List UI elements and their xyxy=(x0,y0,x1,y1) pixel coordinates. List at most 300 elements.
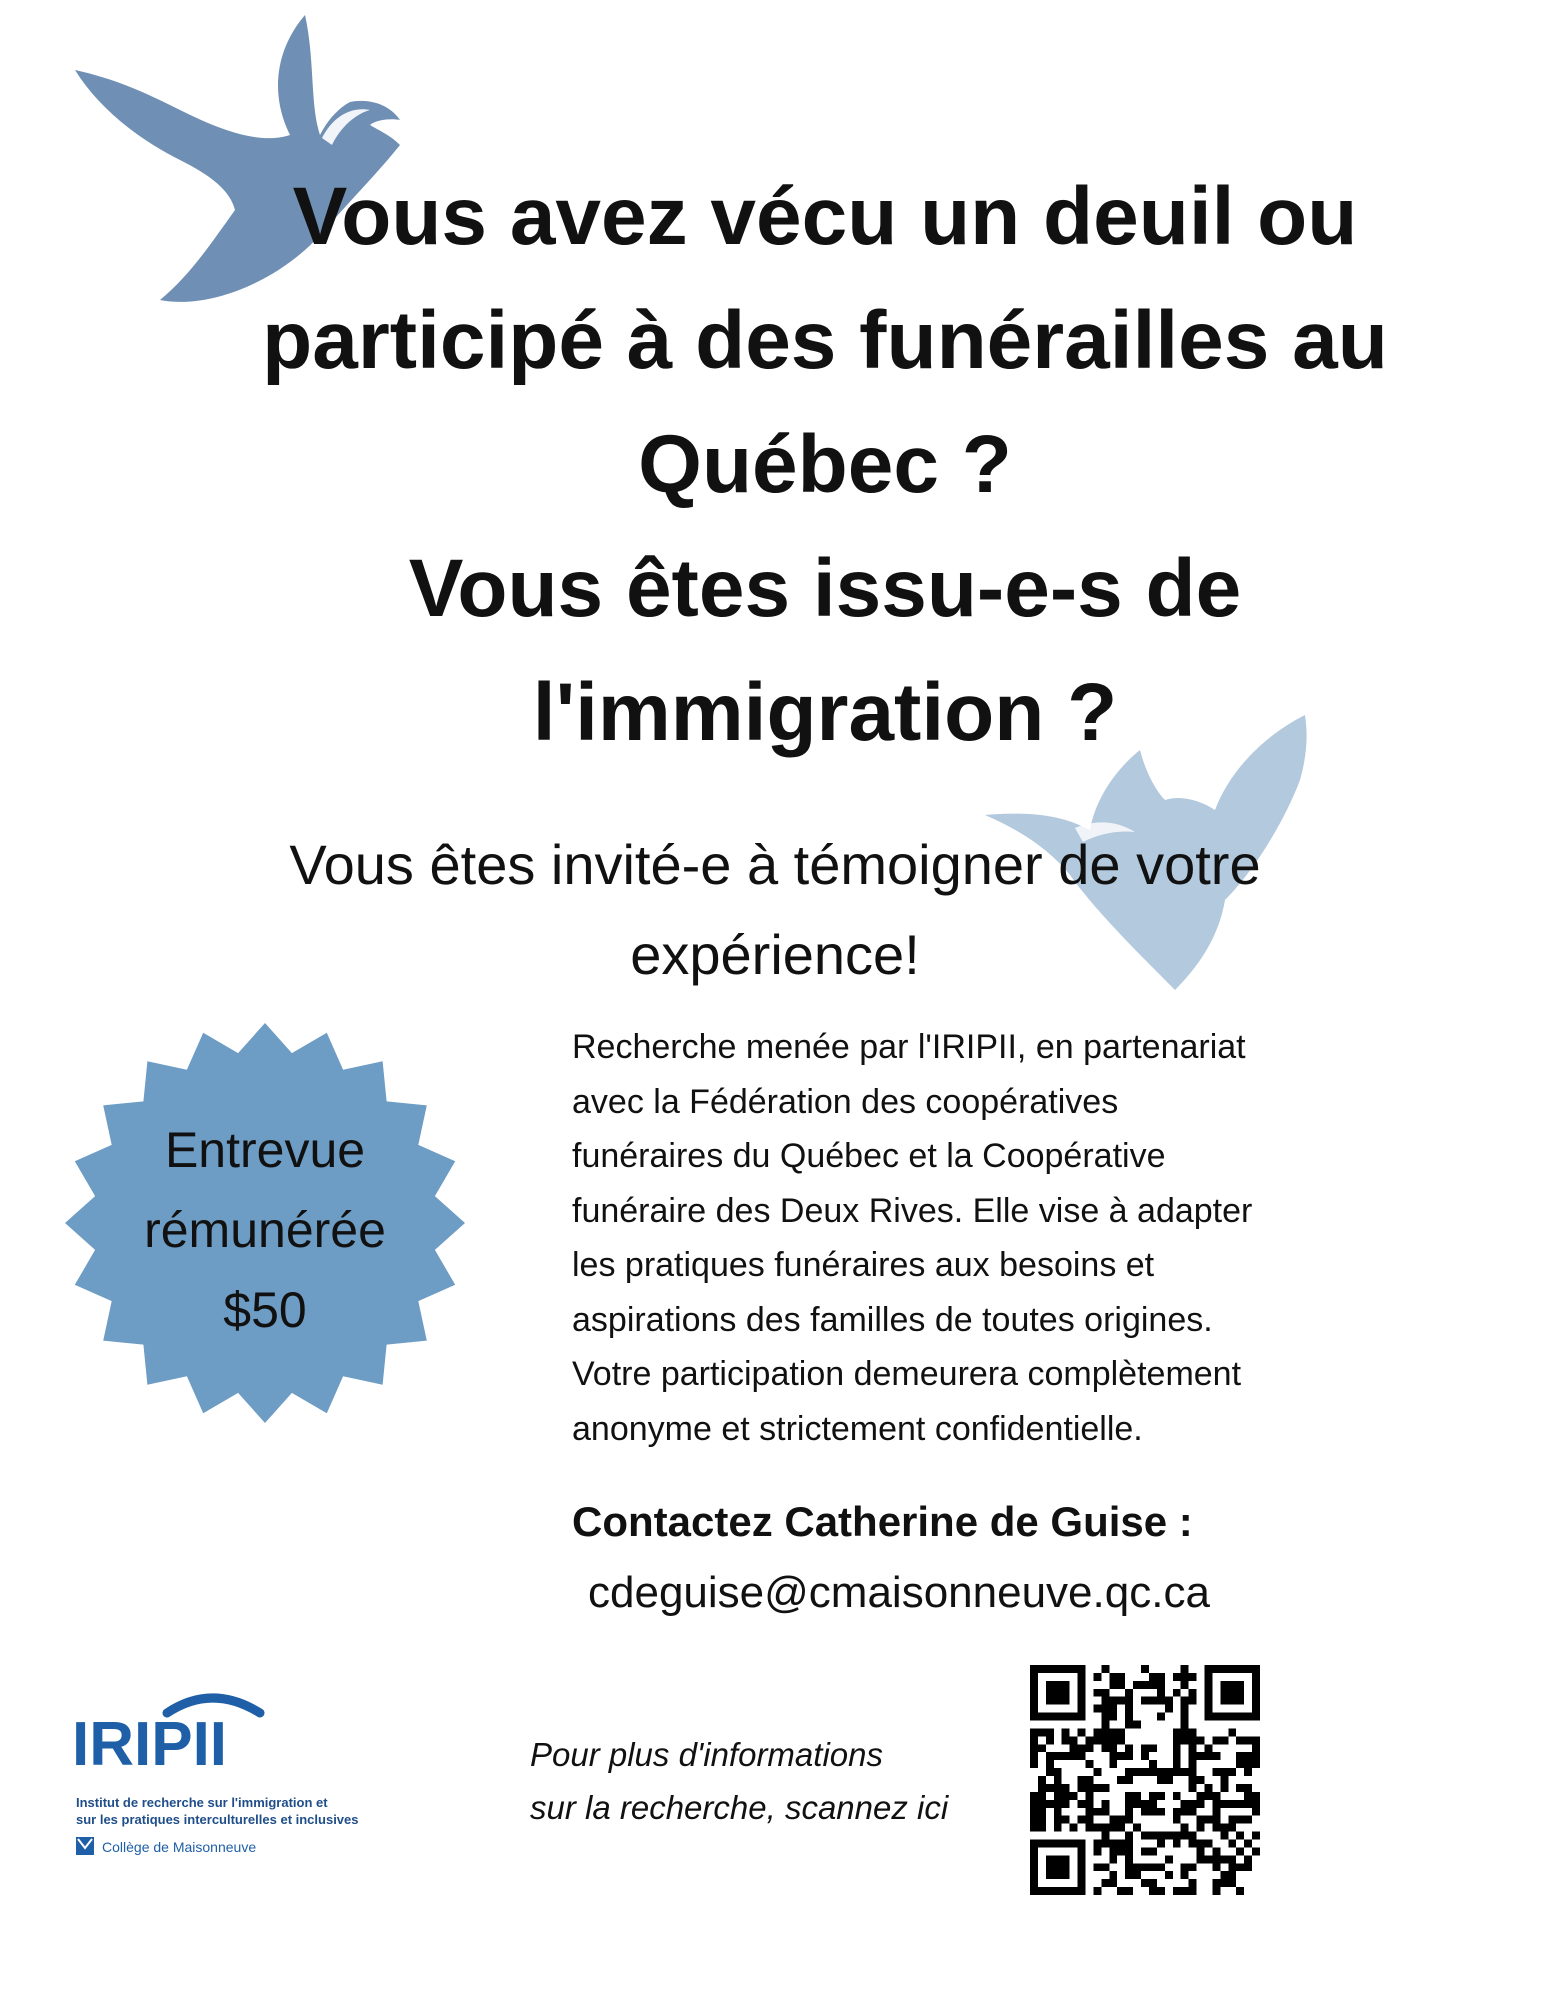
qr-module xyxy=(1101,1728,1109,1736)
qr-module xyxy=(1101,1721,1109,1729)
qr-module xyxy=(1038,1744,1046,1752)
qr-module xyxy=(1117,1776,1125,1784)
qr-module xyxy=(1149,1673,1157,1681)
qr-module xyxy=(1228,1728,1236,1736)
qr-module xyxy=(1228,1855,1236,1863)
qr-module xyxy=(1244,1792,1252,1800)
qr-module xyxy=(1086,1760,1094,1768)
qr-module xyxy=(1086,1736,1094,1744)
qr-module xyxy=(1252,1792,1260,1800)
headline-line: participé à des funérailles au xyxy=(262,295,1388,386)
research-description xyxy=(572,1020,1432,1456)
qr-module xyxy=(1173,1887,1181,1895)
qr-module xyxy=(1181,1665,1189,1673)
qr-module xyxy=(1173,1760,1181,1768)
qr-module xyxy=(1038,1784,1046,1792)
qr-finder xyxy=(1046,1681,1070,1705)
qr-module xyxy=(1046,1784,1054,1792)
qr-module xyxy=(1173,1689,1181,1697)
headline-line: Vous avez vécu un deuil ou xyxy=(292,171,1358,262)
qr-module xyxy=(1236,1784,1244,1792)
qr-module xyxy=(1093,1673,1101,1681)
qr-module xyxy=(1149,1697,1157,1705)
qr-module xyxy=(1149,1681,1157,1689)
invitation-line: Vous êtes invité-e à témoigner de votre xyxy=(289,833,1261,896)
qr-module xyxy=(1038,1792,1046,1800)
qr-module xyxy=(1173,1808,1181,1816)
qr-module xyxy=(1109,1816,1117,1824)
qr-module xyxy=(1244,1760,1252,1768)
qr-module xyxy=(1086,1816,1094,1824)
qr-module xyxy=(1244,1800,1252,1808)
qr-module xyxy=(1197,1800,1205,1808)
qr-module xyxy=(1244,1768,1252,1776)
qr-module xyxy=(1212,1736,1220,1744)
logo-name: IRIPII xyxy=(72,1710,228,1779)
qr-module xyxy=(1181,1768,1189,1776)
qr-module xyxy=(1197,1855,1205,1863)
description-line: Recherche menée par l'IRIPII, en partenariat xyxy=(572,1028,1246,1066)
qr-module xyxy=(1189,1744,1197,1752)
qr-module xyxy=(1125,1847,1133,1855)
qr-module xyxy=(1125,1832,1133,1840)
qr-module xyxy=(1204,1816,1212,1824)
qr-module xyxy=(1101,1784,1109,1792)
qr-module xyxy=(1228,1863,1236,1871)
qr-module xyxy=(1189,1736,1197,1744)
qr-module xyxy=(1228,1871,1236,1879)
qr-module xyxy=(1157,1768,1165,1776)
qr-module xyxy=(1101,1879,1109,1887)
qr-module xyxy=(1173,1839,1181,1847)
qr-module xyxy=(1109,1871,1117,1879)
qr-module xyxy=(1133,1721,1141,1729)
qr-module xyxy=(1109,1697,1117,1705)
description-line: Votre participation demeurera complètement xyxy=(572,1355,1242,1393)
qr-module xyxy=(1046,1800,1054,1808)
qr-module xyxy=(1252,1760,1260,1768)
qr-module xyxy=(1133,1792,1141,1800)
qr-module xyxy=(1236,1800,1244,1808)
qr-module xyxy=(1030,1760,1038,1768)
qr-module xyxy=(1212,1855,1220,1863)
qr-module xyxy=(1117,1752,1125,1760)
qr-module xyxy=(1189,1887,1197,1895)
qr-module xyxy=(1141,1847,1149,1855)
qr-module xyxy=(1125,1744,1133,1752)
qr-module xyxy=(1220,1855,1228,1863)
qr-module xyxy=(1062,1784,1070,1792)
qr-module xyxy=(1141,1879,1149,1887)
invitation-text xyxy=(150,820,1400,1000)
qr-module xyxy=(1141,1863,1149,1871)
iripii-logo xyxy=(72,1685,432,1895)
qr-module xyxy=(1117,1673,1125,1681)
qr-module xyxy=(1086,1744,1094,1752)
qr-module xyxy=(1204,1744,1212,1752)
qr-module xyxy=(1204,1792,1212,1800)
qr-module xyxy=(1062,1800,1070,1808)
description-line: avec la Fédération des coopératives xyxy=(572,1082,1119,1121)
qr-module xyxy=(1157,1808,1165,1816)
badge-line: Entrevue xyxy=(164,1122,366,1178)
qr-module xyxy=(1181,1800,1189,1808)
qr-module xyxy=(1244,1855,1252,1863)
qr-module xyxy=(1197,1792,1205,1800)
qr-module xyxy=(1117,1839,1125,1847)
qr-module xyxy=(1157,1839,1165,1847)
qr-module xyxy=(1212,1879,1220,1887)
qr-module xyxy=(1125,1768,1133,1776)
qr-module xyxy=(1046,1728,1054,1736)
qr-module xyxy=(1109,1713,1117,1721)
qr-module xyxy=(1204,1752,1212,1760)
qr-module xyxy=(1165,1832,1173,1840)
qr-module xyxy=(1038,1728,1046,1736)
qr-module xyxy=(1157,1713,1165,1721)
qr-module xyxy=(1212,1863,1220,1871)
logo-subtitle-line2: sur les pratiques interculturelles et inclusives xyxy=(76,1812,359,1827)
qr-module xyxy=(1101,1832,1109,1840)
logo-subtitle-line1: Institut de recherche sur l'immigration et xyxy=(76,1795,328,1810)
qr-module xyxy=(1189,1697,1197,1705)
qr-module xyxy=(1173,1736,1181,1744)
qr-module xyxy=(1157,1792,1165,1800)
qr-module xyxy=(1054,1808,1062,1816)
qr-module xyxy=(1086,1808,1094,1816)
qr-module xyxy=(1046,1768,1054,1776)
qr-module xyxy=(1181,1705,1189,1713)
qr-module xyxy=(1093,1808,1101,1816)
qr-module xyxy=(1070,1792,1078,1800)
qr-module xyxy=(1109,1705,1117,1713)
qr-module xyxy=(1093,1736,1101,1744)
qr-module xyxy=(1101,1744,1109,1752)
qr-module xyxy=(1252,1800,1260,1808)
qr-module xyxy=(1220,1736,1228,1744)
qr-module xyxy=(1125,1721,1133,1729)
qr-module xyxy=(1093,1784,1101,1792)
qr-module xyxy=(1030,1752,1038,1760)
qr-module xyxy=(1030,1808,1038,1816)
qr-module xyxy=(1101,1808,1109,1816)
qr-module xyxy=(1109,1752,1117,1760)
qr-module xyxy=(1189,1752,1197,1760)
qr-module xyxy=(1189,1839,1197,1847)
qr-module xyxy=(1086,1784,1094,1792)
qr-module xyxy=(1181,1887,1189,1895)
qr-module xyxy=(1197,1839,1205,1847)
qr-module xyxy=(1220,1879,1228,1887)
qr-module xyxy=(1149,1832,1157,1840)
qr-module xyxy=(1236,1816,1244,1824)
qr-module xyxy=(1165,1697,1173,1705)
qr-module xyxy=(1149,1879,1157,1887)
qr-module xyxy=(1093,1728,1101,1736)
badge-line: $50 xyxy=(223,1282,307,1338)
payment-badge-text xyxy=(62,1110,468,1350)
qr-module xyxy=(1054,1800,1062,1808)
qr-module xyxy=(1252,1752,1260,1760)
qr-module xyxy=(1109,1760,1117,1768)
qr-module xyxy=(1109,1673,1117,1681)
qr-module xyxy=(1038,1824,1046,1832)
qr-module xyxy=(1141,1681,1149,1689)
qr-module xyxy=(1101,1736,1109,1744)
qr-module xyxy=(1062,1736,1070,1744)
scan-instructions xyxy=(530,1728,1010,1834)
qr-module xyxy=(1101,1824,1109,1832)
qr-module xyxy=(1109,1847,1117,1855)
qr-module xyxy=(1157,1776,1165,1784)
qr-module xyxy=(1054,1776,1062,1784)
qr-module xyxy=(1212,1800,1220,1808)
qr-module xyxy=(1054,1768,1062,1776)
qr-module xyxy=(1054,1824,1062,1832)
qr-module xyxy=(1220,1832,1228,1840)
qr-module xyxy=(1236,1760,1244,1768)
qr-module xyxy=(1133,1871,1141,1879)
qr-module xyxy=(1078,1728,1086,1736)
qr-module xyxy=(1125,1887,1133,1895)
qr-module xyxy=(1212,1816,1220,1824)
scan-line: Pour plus d'informations xyxy=(530,1736,883,1773)
qr-module xyxy=(1244,1863,1252,1871)
qr-module xyxy=(1173,1673,1181,1681)
qr-module xyxy=(1236,1736,1244,1744)
qr-module xyxy=(1101,1800,1109,1808)
qr-module xyxy=(1093,1863,1101,1871)
qr-module xyxy=(1181,1673,1189,1681)
qr-module xyxy=(1030,1792,1038,1800)
qr-module xyxy=(1181,1871,1189,1879)
qr-module xyxy=(1149,1760,1157,1768)
qr-module xyxy=(1173,1832,1181,1840)
qr-module xyxy=(1204,1855,1212,1863)
qr-module xyxy=(1228,1879,1236,1887)
qr-module xyxy=(1244,1784,1252,1792)
qr-module xyxy=(1062,1816,1070,1824)
qr-module xyxy=(1236,1832,1244,1840)
qr-module xyxy=(1117,1887,1125,1895)
qr-module xyxy=(1149,1744,1157,1752)
qr-module xyxy=(1117,1736,1125,1744)
qr-module xyxy=(1173,1728,1181,1736)
contact-title: Contactez Catherine de Guise : xyxy=(572,1498,1193,1545)
qr-module xyxy=(1141,1768,1149,1776)
qr-module xyxy=(1093,1887,1101,1895)
qr-module xyxy=(1165,1776,1173,1784)
qr-module xyxy=(1078,1784,1086,1792)
qr-module xyxy=(1189,1689,1197,1697)
qr-module xyxy=(1101,1697,1109,1705)
qr-module xyxy=(1236,1847,1244,1855)
qr-module xyxy=(1244,1752,1252,1760)
qr-module xyxy=(1030,1736,1038,1744)
qr-module xyxy=(1078,1800,1086,1808)
qr-module xyxy=(1125,1697,1133,1705)
qr-module xyxy=(1212,1752,1220,1760)
qr-module xyxy=(1109,1681,1117,1689)
qr-module xyxy=(1054,1784,1062,1792)
description-line: funéraire des Deux Rives. Elle vise à adapter xyxy=(572,1191,1253,1230)
qr-module xyxy=(1157,1681,1165,1689)
qr-code[interactable] xyxy=(1030,1665,1260,1895)
qr-module xyxy=(1189,1784,1197,1792)
qr-module xyxy=(1220,1824,1228,1832)
qr-module xyxy=(1141,1808,1149,1816)
qr-module xyxy=(1038,1776,1046,1784)
qr-module xyxy=(1046,1760,1054,1768)
qr-module xyxy=(1189,1768,1197,1776)
qr-module xyxy=(1070,1736,1078,1744)
qr-module xyxy=(1078,1816,1086,1824)
qr-module xyxy=(1181,1824,1189,1832)
qr-module xyxy=(1181,1736,1189,1744)
qr-module xyxy=(1173,1744,1181,1752)
qr-module xyxy=(1252,1832,1260,1840)
qr-module xyxy=(1197,1824,1205,1832)
qr-module xyxy=(1125,1863,1133,1871)
qr-module xyxy=(1228,1824,1236,1832)
qr-module xyxy=(1109,1855,1117,1863)
headline xyxy=(200,155,1450,775)
qr-module xyxy=(1149,1792,1157,1800)
qr-module xyxy=(1133,1768,1141,1776)
qr-module xyxy=(1141,1800,1149,1808)
qr-module xyxy=(1220,1784,1228,1792)
qr-module xyxy=(1141,1665,1149,1673)
qr-module xyxy=(1181,1697,1189,1705)
qr-module xyxy=(1236,1752,1244,1760)
qr-module xyxy=(1149,1887,1157,1895)
qr-module xyxy=(1109,1879,1117,1887)
qr-module xyxy=(1030,1728,1038,1736)
qr-module xyxy=(1101,1839,1109,1847)
qr-module xyxy=(1101,1713,1109,1721)
qr-module xyxy=(1181,1721,1189,1729)
badge-line: rémunérée xyxy=(144,1202,386,1258)
qr-module xyxy=(1109,1839,1117,1847)
qr-module xyxy=(1117,1697,1125,1705)
college-name: Collège de Maisonneuve xyxy=(102,1839,257,1855)
qr-module xyxy=(1078,1744,1086,1752)
qr-module xyxy=(1173,1752,1181,1760)
qr-module xyxy=(1133,1863,1141,1871)
qr-module xyxy=(1070,1744,1078,1752)
contact-email[interactable]: cdeguise@cmaisonneuve.qc.ca xyxy=(588,1568,1210,1617)
qr-module xyxy=(1173,1792,1181,1800)
description-line: les pratiques funéraires aux besoins et xyxy=(572,1246,1155,1284)
qr-module xyxy=(1252,1744,1260,1752)
qr-module xyxy=(1220,1871,1228,1879)
qr-module xyxy=(1125,1808,1133,1816)
qr-module xyxy=(1101,1705,1109,1713)
qr-module xyxy=(1030,1824,1038,1832)
qr-module xyxy=(1038,1816,1046,1824)
qr-module xyxy=(1220,1776,1228,1784)
qr-module xyxy=(1252,1808,1260,1816)
qr-module xyxy=(1173,1816,1181,1824)
qr-module xyxy=(1189,1776,1197,1784)
qr-module xyxy=(1125,1855,1133,1863)
qr-module xyxy=(1173,1768,1181,1776)
qr-module xyxy=(1189,1863,1197,1871)
qr-module xyxy=(1228,1800,1236,1808)
qr-module xyxy=(1125,1839,1133,1847)
qr-module xyxy=(1038,1808,1046,1816)
qr-module xyxy=(1093,1847,1101,1855)
qr-module xyxy=(1101,1665,1109,1673)
qr-module xyxy=(1157,1832,1165,1840)
qr-module xyxy=(1228,1839,1236,1847)
qr-module xyxy=(1093,1768,1101,1776)
description-line: funéraires du Québec et la Coopérative xyxy=(572,1137,1166,1175)
qr-module xyxy=(1149,1800,1157,1808)
qr-module xyxy=(1157,1887,1165,1895)
qr-module xyxy=(1117,1847,1125,1855)
qr-module xyxy=(1117,1681,1125,1689)
qr-module xyxy=(1070,1824,1078,1832)
qr-module xyxy=(1157,1673,1165,1681)
qr-module xyxy=(1109,1824,1117,1832)
qr-module xyxy=(1212,1768,1220,1776)
qr-module xyxy=(1125,1800,1133,1808)
qr-module xyxy=(1252,1736,1260,1744)
qr-module xyxy=(1062,1792,1070,1800)
qr-module xyxy=(1220,1768,1228,1776)
qr-module xyxy=(1204,1784,1212,1792)
headline-line: l'immigration ? xyxy=(532,667,1118,758)
qr-module xyxy=(1086,1776,1094,1784)
qr-module xyxy=(1038,1800,1046,1808)
qr-module xyxy=(1189,1832,1197,1840)
qr-module xyxy=(1125,1752,1133,1760)
qr-module xyxy=(1101,1863,1109,1871)
qr-module xyxy=(1149,1808,1157,1816)
qr-module xyxy=(1054,1816,1062,1824)
qr-module xyxy=(1149,1847,1157,1855)
qr-module xyxy=(1165,1855,1173,1863)
qr-module xyxy=(1030,1744,1038,1752)
qr-module xyxy=(1181,1832,1189,1840)
qr-module xyxy=(1117,1728,1125,1736)
qr-module xyxy=(1141,1744,1149,1752)
qr-module xyxy=(1212,1887,1220,1895)
qr-module xyxy=(1228,1768,1236,1776)
qr-module xyxy=(1189,1728,1197,1736)
qr-module xyxy=(1078,1752,1086,1760)
qr-module xyxy=(1212,1792,1220,1800)
qr-module xyxy=(1086,1792,1094,1800)
qr-module xyxy=(1109,1736,1117,1744)
qr-module xyxy=(1054,1792,1062,1800)
qr-module xyxy=(1165,1768,1173,1776)
qr-module xyxy=(1062,1752,1070,1760)
qr-module xyxy=(1197,1816,1205,1824)
qr-module xyxy=(1244,1736,1252,1744)
qr-module xyxy=(1181,1863,1189,1871)
qr-module xyxy=(1189,1808,1197,1816)
qr-module xyxy=(1125,1871,1133,1879)
qr-module xyxy=(1125,1816,1133,1824)
qr-module xyxy=(1133,1824,1141,1832)
qr-module xyxy=(1189,1760,1197,1768)
qr-module xyxy=(1117,1816,1125,1824)
qr-module xyxy=(1125,1713,1133,1721)
qr-module xyxy=(1070,1752,1078,1760)
qr-module xyxy=(1181,1681,1189,1689)
